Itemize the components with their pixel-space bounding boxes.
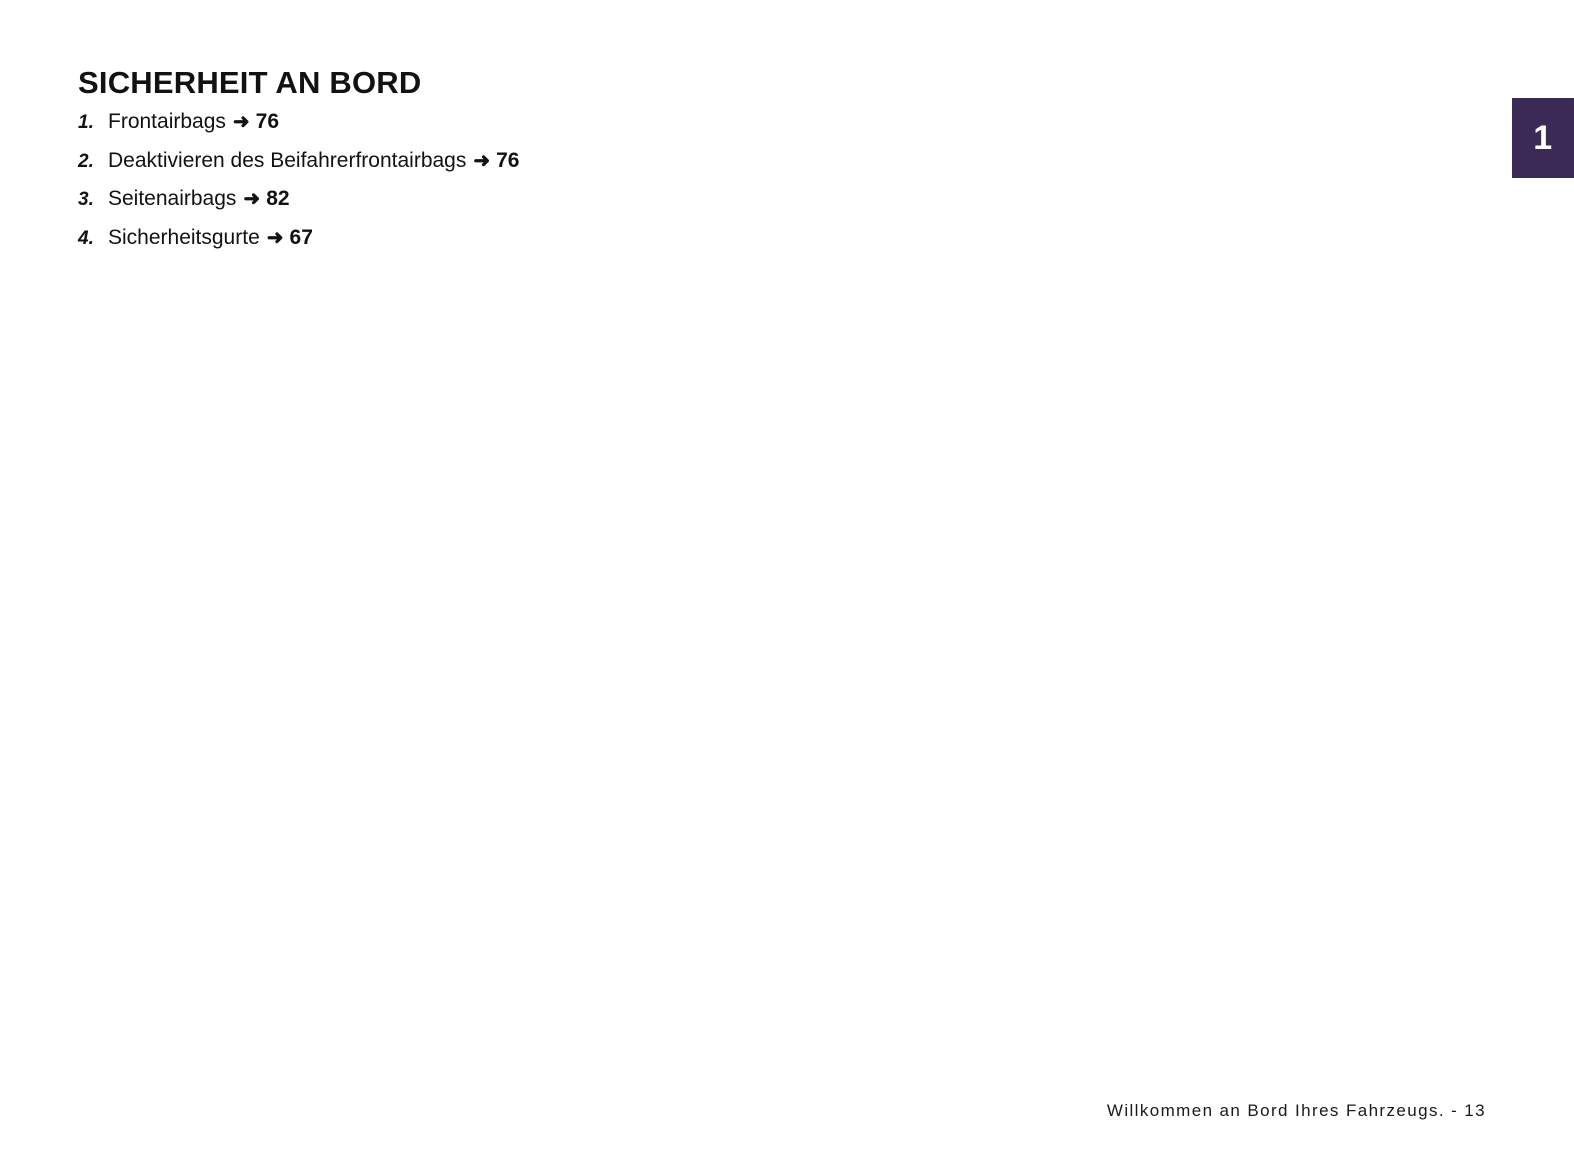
list-item-number: 3.: [78, 189, 94, 211]
list-item[interactable]: [78, 145, 1278, 178]
list-item[interactable]: [78, 183, 1278, 216]
list-item-number: 2.: [78, 150, 94, 172]
list-item-label: Seitenairbags: [108, 187, 237, 211]
arrow-right-icon: ➜: [243, 188, 261, 211]
list-item-page-number: 76: [496, 148, 520, 172]
list-item-page-number: 67: [289, 225, 313, 249]
list-item[interactable]: [78, 222, 1278, 255]
list-item-number: 4.: [78, 227, 94, 249]
chapter-tab: [1512, 98, 1574, 178]
arrow-right-icon: ➜: [232, 111, 250, 133]
chapter-tab-number: 1: [1533, 118, 1553, 157]
list-item-label: Deaktivieren des Beifahrerfrontairbags: [108, 148, 467, 172]
arrow-right-icon: ➜: [473, 149, 491, 172]
list-item-page-number: 82: [266, 187, 290, 211]
list-item-number: 1.: [78, 112, 94, 133]
list-item[interactable]: [78, 106, 1278, 139]
page-footer: Willkommen an Bord Ihres Fahrzeugs. - 13: [1106, 1101, 1486, 1120]
list-item-page-number: 76: [255, 110, 280, 133]
page-title: SICHERHEIT AN BORD: [78, 64, 422, 100]
arrow-right-icon: ➜: [266, 226, 284, 249]
list-item-label: Sicherheitsgurte: [108, 225, 260, 249]
table-of-contents-list: [78, 106, 1278, 260]
list-item-label: Frontairbags: [108, 110, 226, 133]
